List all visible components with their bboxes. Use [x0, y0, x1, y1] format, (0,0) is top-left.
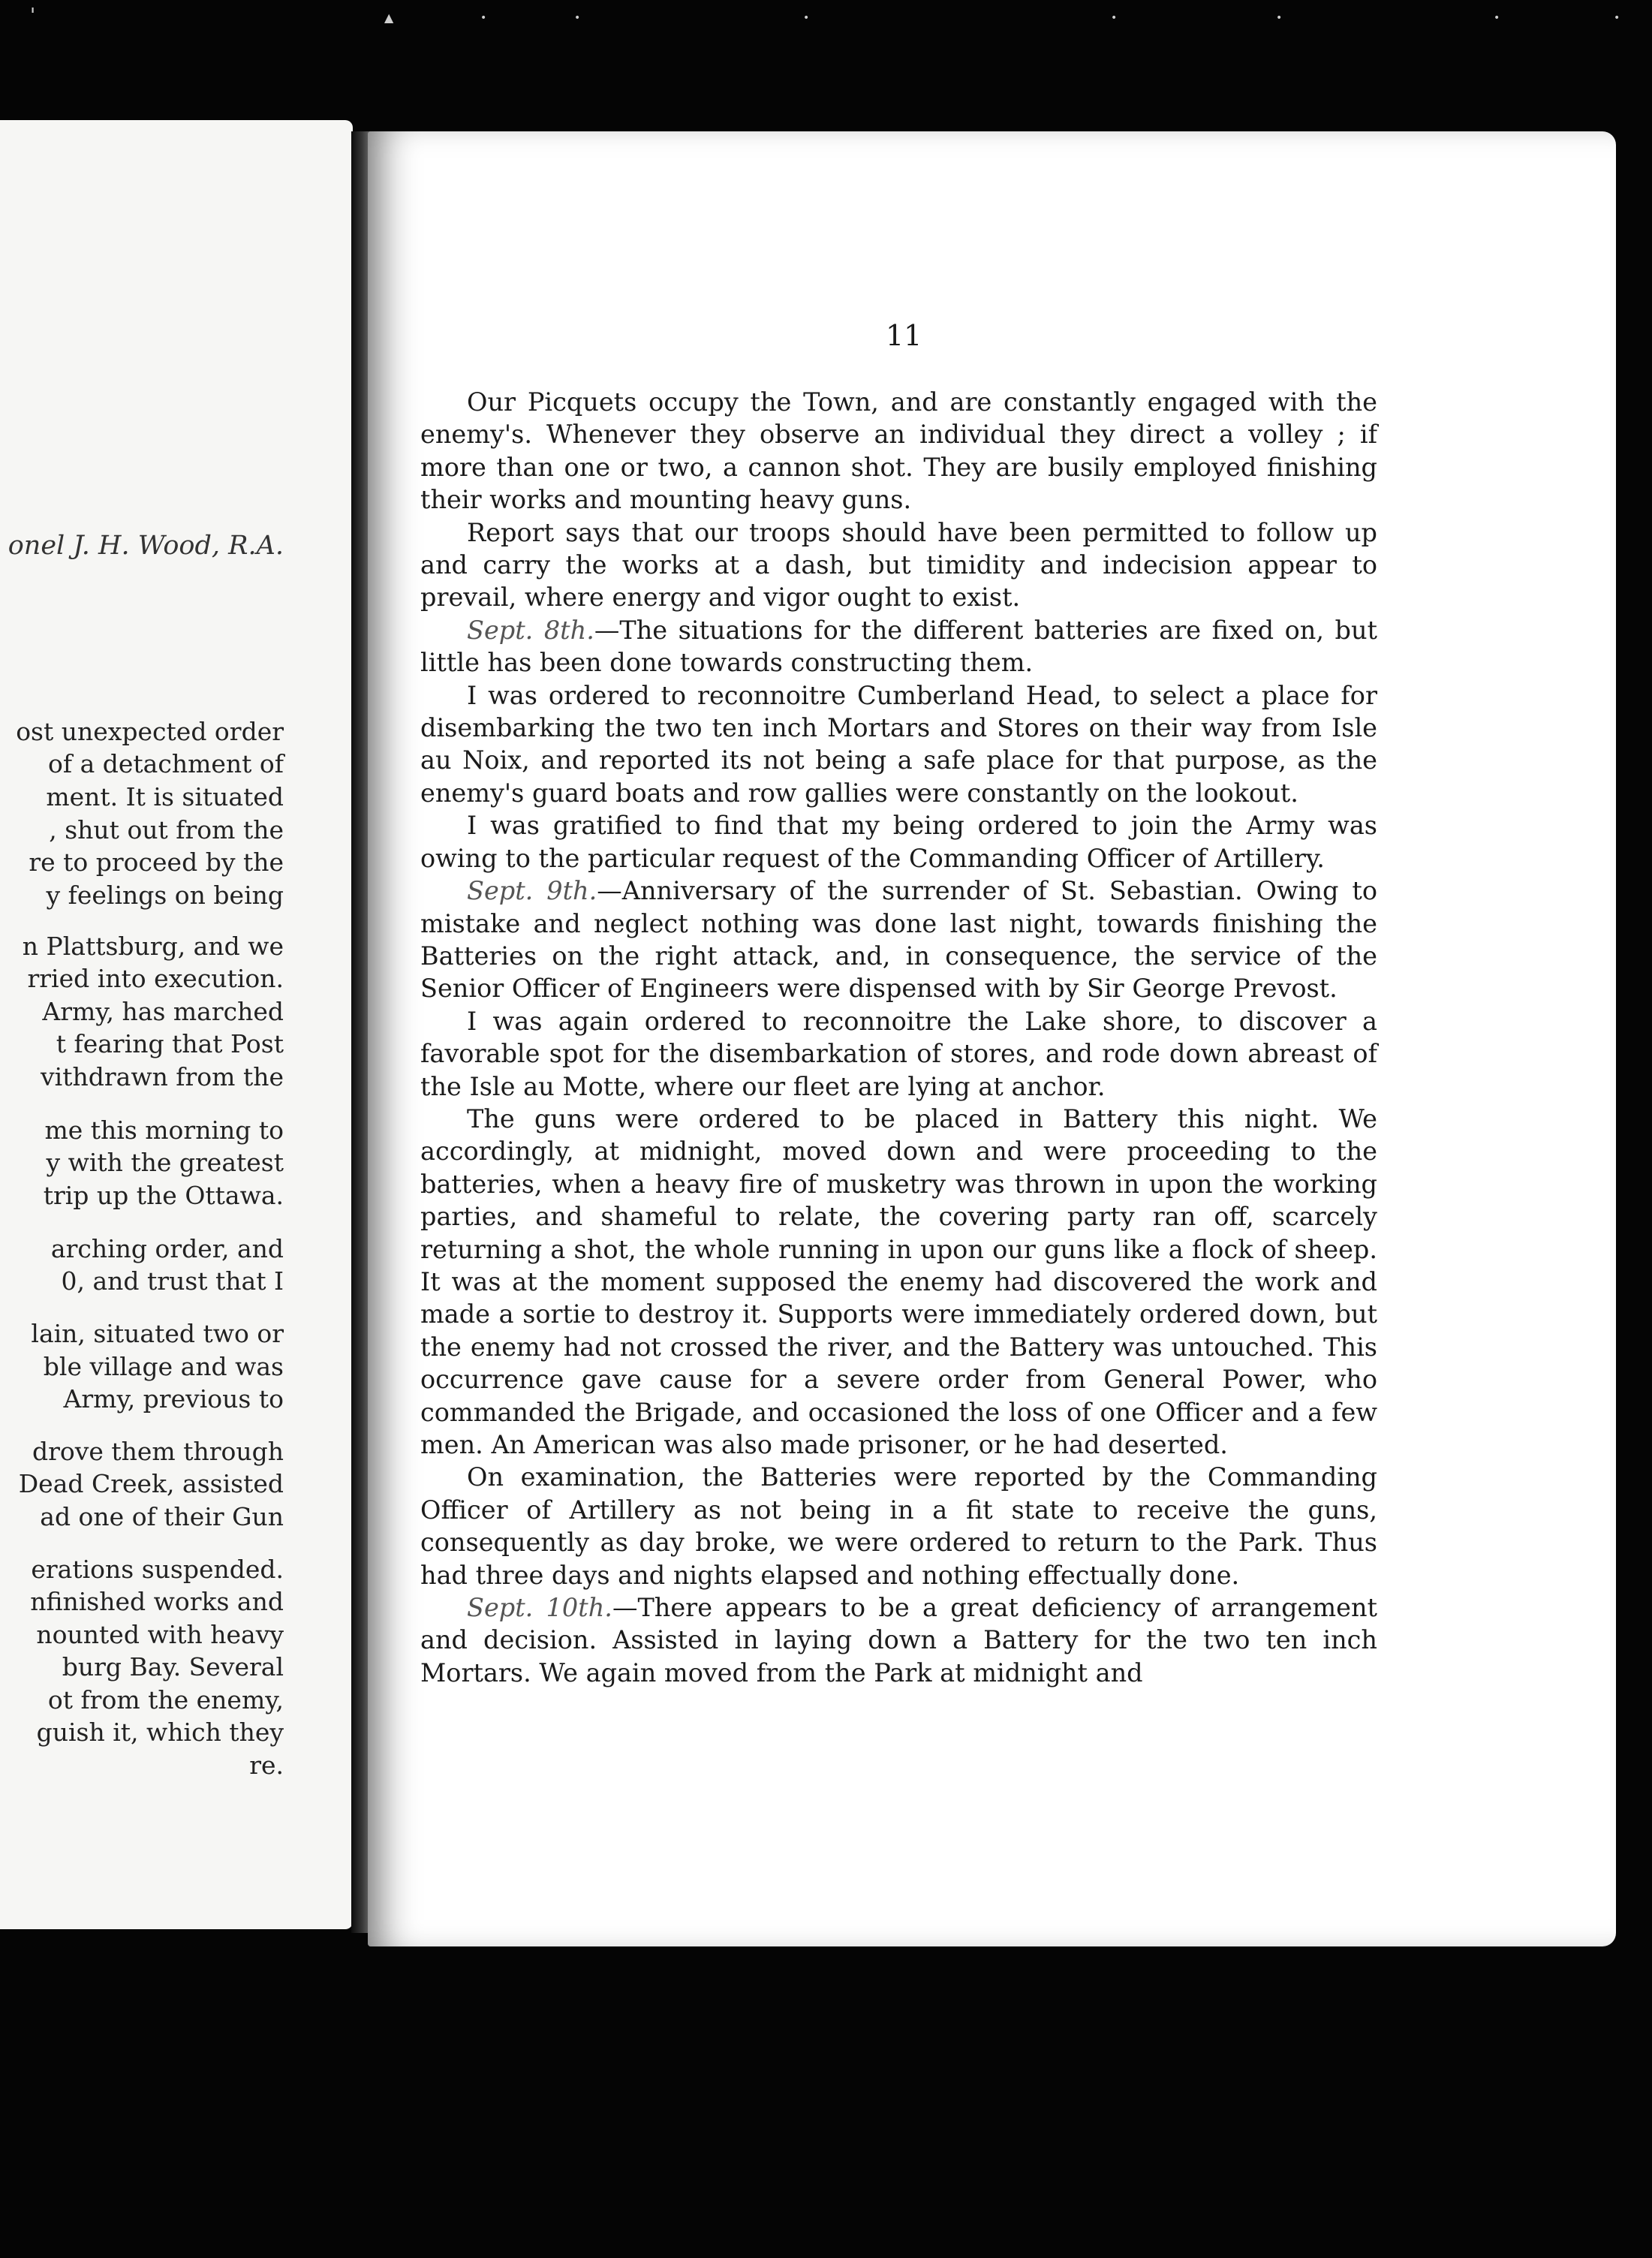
diary-date: Sept. 9th.	[467, 876, 597, 906]
paragraph-text: I was ordered to reconnoitre Cumberland Head, to select a place for disembarking the two ten inch Mortars and Stores on their way from Isle au Noix, and reported its not being a safe place for that purpose, as the enemy's guard boats and row gallies were constantly on the lookout.	[420, 680, 1377, 808]
left-page-line: me this morning to	[44, 1115, 284, 1145]
left-page-line: y feelings on being	[46, 881, 284, 910]
paragraph	[420, 614, 1377, 679]
left-page-line: drove them through	[32, 1437, 284, 1466]
left-facing-page	[0, 120, 353, 1929]
paragraph	[420, 1591, 1377, 1689]
scan-mark: •	[1111, 12, 1118, 24]
paragraph	[420, 1005, 1377, 1103]
left-page-line: arching order, and	[50, 1234, 284, 1263]
left-page-line: ot from the enemy,	[47, 1685, 284, 1715]
scan-mark: •	[1276, 12, 1283, 24]
paragraph	[420, 386, 1377, 516]
paragraph-text: On examination, the Batteries were reported by the Commanding Officer of Artillery as not being in a fit state to receive the guns, consequently as day broke, we were ordered to return to the Park. Thus had three days and nights elapsed and nothing effectually done.	[420, 1462, 1377, 1590]
left-page-line: t fearing that Post	[56, 1029, 284, 1058]
paragraph-text: Our Picquets occupy the Town, and are constantly engaged with the enemy's. Whenever they observe an individual they direct a volley ; if more than one or two, a cannon shot. They are busily employed finishing their works and mounting heavy guns.	[420, 387, 1377, 515]
left-page-line: burg Bay. Several	[62, 1652, 284, 1681]
paragraph-text: —Anniversary of the surrender of St. Sebastian. Owing to mistake and neglect nothing was done last night, towards finishing the Batteries on the right attack, and, in consequence, the service of the Senior Officer of Engineers were dispensed with by Sir George Prevost.	[420, 876, 1377, 1004]
scan-mark: •	[1494, 12, 1500, 24]
left-page-line: lain, situated two or	[31, 1319, 284, 1348]
scan-mark: •	[803, 12, 810, 24]
paragraph-text: I was again ordered to reconnoitre the Lake shore, to discover a favorable spot for the disembarkation of stores, and rode down abreast of the Isle au Motte, where our fleet are lying at anchor.	[420, 1006, 1377, 1101]
paragraph	[420, 516, 1377, 614]
left-page-line: Dead Creek, assisted	[18, 1469, 284, 1498]
left-page-line: Army, previous to	[63, 1384, 284, 1414]
paragraph-text: —There appears to be a great deficiency of arrangement and decision. Assisted in laying down a Battery for the two ten inch Mortars. We again moved from the Park at midnight and	[420, 1593, 1377, 1687]
left-page-line: trip up the Ottawa.	[43, 1181, 284, 1210]
diary-date: Sept. 8th.	[467, 615, 594, 645]
left-page-line: vithdrawn from the	[41, 1062, 284, 1091]
scan-mark: •	[1614, 12, 1620, 24]
paragraph	[420, 875, 1377, 1005]
left-page-line: erations suspended.	[31, 1555, 284, 1584]
left-page-line: ment. It is situated	[46, 782, 284, 811]
left-page-line: ost unexpected order	[16, 717, 284, 746]
left-page-line: of a detachment of	[48, 749, 284, 778]
paragraph	[420, 1103, 1377, 1461]
left-page-line: ble village and was	[43, 1352, 284, 1381]
left-page-line: onel J. H. Wood, R.A.	[8, 531, 284, 561]
paragraph-text: —The situations for the different batteries are fixed on, but little has been done towards constructing them.	[420, 615, 1377, 678]
paragraph	[420, 809, 1377, 875]
left-page-line: guish it, which they	[36, 1718, 284, 1747]
left-page-line: rried into execution.	[27, 964, 284, 993]
scan-mark: •	[574, 12, 581, 24]
page-body-text	[420, 386, 1377, 1689]
left-page-line: y with the greatest	[46, 1148, 284, 1177]
scan-mark: •	[480, 12, 487, 24]
paragraph	[420, 679, 1377, 810]
left-page-line: re.	[249, 1751, 284, 1780]
left-page-line: 0, and trust that I	[61, 1266, 284, 1296]
scan-mark: ▲	[384, 11, 394, 25]
left-page-line: n Plattsburg, and we	[22, 932, 284, 961]
left-page-line: re to proceed by the	[29, 848, 284, 877]
left-page-line: nfinished works and	[30, 1587, 284, 1616]
diary-date: Sept. 10th.	[467, 1593, 612, 1623]
paragraph-text: The guns were ordered to be placed in Battery this night. We accordingly, at midnight, moved down and were proceeding to the batteries, when a heavy fire of musketry was thrown in upon the working parties, and shameful to relate, the covering party ran off, scarcely returning a shot, the whole running in upon our guns like a flock of sheep. It was at the moment supposed the enemy had discovered the work and made a sortie to destroy it. Supports were immediately ordered down, but the enemy had not crossed the river, and the Battery was untouched. This occurrence gave cause for a severe order from General Power, who commanded the Brigade, and occasioned the loss of one Officer and a few men. An American was also made prisoner, or he had deserted.	[420, 1103, 1377, 1459]
left-page-line: , shut out from the	[49, 815, 284, 844]
scan-marks	[0, 5, 1652, 35]
scan-mark-left: '	[30, 5, 36, 27]
left-page-line: ad one of their Gun	[40, 1502, 284, 1531]
left-page-line: nounted with heavy	[36, 1620, 284, 1649]
page-number: 11	[886, 319, 922, 352]
left-page-line: Army, has marched	[42, 997, 284, 1026]
paragraph-text: Report says that our troops should have been permitted to follow up and carry the works at a dash, but timidity and indecision appear to prevail, where energy and vigor ought to exist.	[420, 517, 1377, 613]
paragraph	[420, 1461, 1377, 1591]
paragraph-text: I was gratified to find that my being ordered to join the Army was owing to the particular request of the Commanding Officer of Artillery.	[420, 811, 1377, 873]
